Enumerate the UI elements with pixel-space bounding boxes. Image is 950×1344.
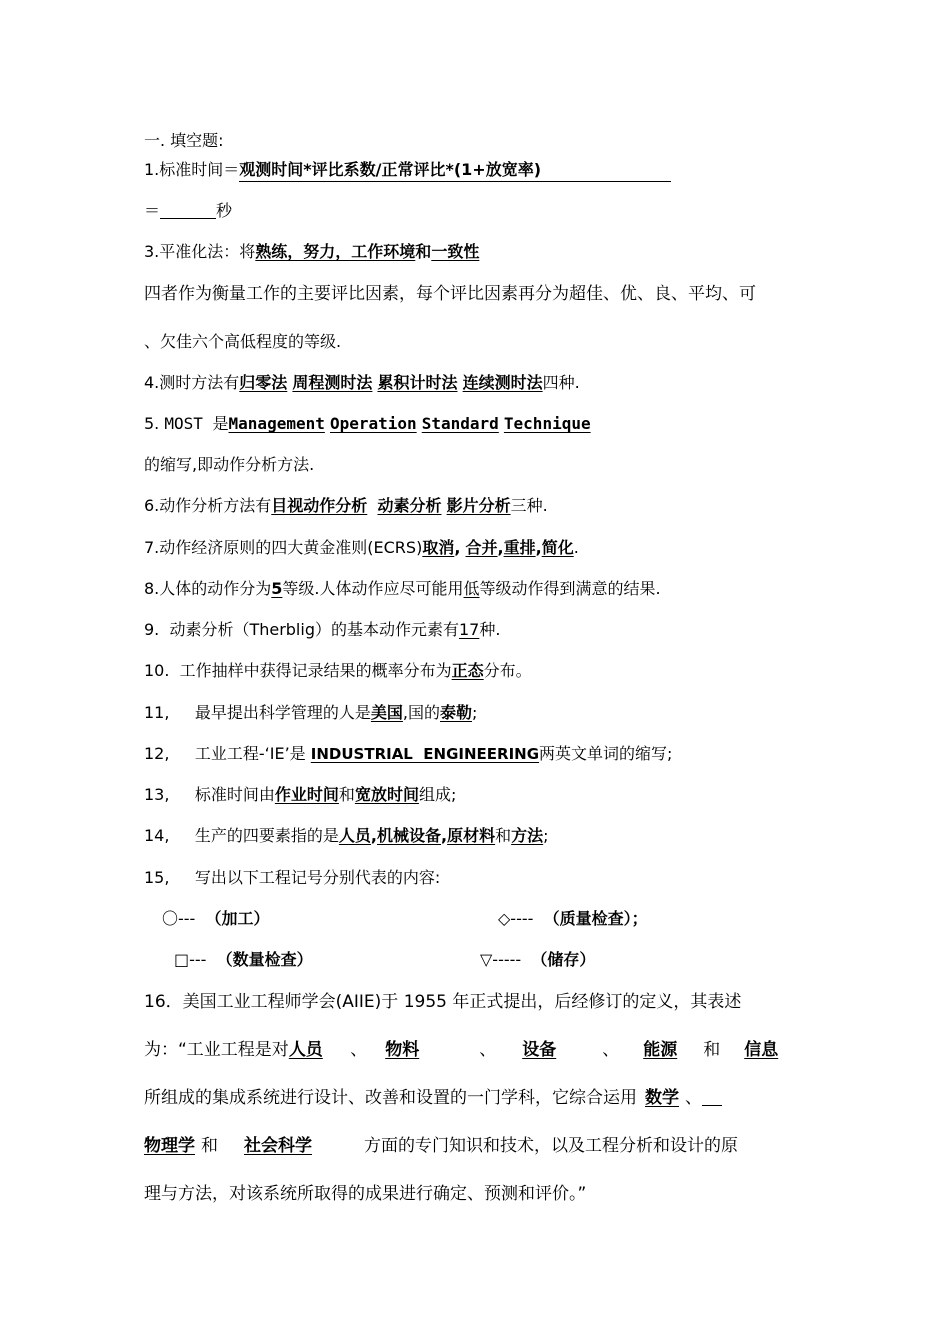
answer-text: 美国 xyxy=(370,703,403,722)
answer-text: 信息 xyxy=(744,1040,779,1060)
q-text: . xyxy=(573,538,579,557)
symbol-storage xyxy=(480,949,595,971)
question-16-line-2 xyxy=(144,1039,778,1061)
question-10 xyxy=(144,660,532,682)
answer-text: 简化 xyxy=(541,538,574,557)
answer-text: 熟练，努力，工作环境 xyxy=(255,242,416,261)
question-16-line-5: 理与方法，对该系统所取得的成果进行确定、预测和评价。” xyxy=(144,1184,587,1204)
answer-blank xyxy=(702,1089,722,1106)
q-text: 标准时间＝ xyxy=(159,160,240,179)
symbol-quantity-inspection xyxy=(174,949,313,971)
question-15 xyxy=(144,867,440,889)
q-text: ; xyxy=(472,703,478,722)
answer-text: 周程测时法 xyxy=(292,373,373,392)
answer-text: Technique xyxy=(503,414,591,433)
question-16-line-3 xyxy=(144,1087,722,1109)
question-3 xyxy=(144,241,479,263)
q-number: 3. xyxy=(144,242,160,261)
answer-text: 取消 xyxy=(422,538,455,557)
q-text: 分布。 xyxy=(483,661,532,680)
answer-text: INDUSTRIAL ENGINEERING xyxy=(310,745,540,763)
q-text: 方面的专门知识和技术，以及工程分析和设计的原 xyxy=(364,1136,738,1156)
answer-text: 宽放时间 xyxy=(354,785,419,804)
q-text: 动作分析方法有 xyxy=(159,496,272,515)
answer-text: 归零法 xyxy=(239,373,288,392)
answer-text: Management xyxy=(228,414,325,433)
answer-text: 连续测时法 xyxy=(462,373,543,392)
circle-icon: 〇--- xyxy=(162,909,196,928)
q-text: 种. xyxy=(479,620,501,639)
question-2 xyxy=(144,200,232,222)
answer-text: （加工） xyxy=(205,909,270,928)
q-text: 、 xyxy=(350,1040,368,1060)
diamond-icon: ◇---- xyxy=(498,909,534,928)
q-text: 和 xyxy=(495,826,512,845)
answer-text: 作业时间 xyxy=(274,785,339,804)
q-text: 秒 xyxy=(216,201,233,220)
q-text: 、 xyxy=(479,1040,497,1060)
question-9 xyxy=(144,619,500,641)
section-title: 一. 填空题: xyxy=(144,131,224,150)
answer-text: 泰勒 xyxy=(440,703,473,722)
question-16-line-1: 16．美国工业工程师学会(AIIE)于 1955 年正式提出，后经修订的定义，其表述 xyxy=(144,992,742,1012)
answer-text: 方法 xyxy=(511,826,544,845)
q-number: 4. xyxy=(144,373,160,392)
q-text: 、 xyxy=(685,1088,702,1108)
question-8 xyxy=(144,578,661,600)
q-text: 所组成的集成系统进行设计、改善和设置的一门学科，它综合运用 xyxy=(144,1088,637,1108)
q-text: 为：“工业工程是对 xyxy=(144,1040,289,1060)
q-text: 工作抽样中获得记录结果的概率分布为 xyxy=(179,661,452,680)
q-number: 7. xyxy=(144,538,160,557)
q-text: 平准化法：将 xyxy=(159,242,256,261)
question-3-line-3: 、欠佳六个高低程度的等级. xyxy=(144,332,342,351)
question-5-line-2: 的缩写,即动作分析方法. xyxy=(144,455,315,474)
q-text: 最早提出科学管理的人是 xyxy=(194,703,371,722)
question-5 xyxy=(144,413,591,435)
symbol-quality-inspection xyxy=(498,908,648,930)
q-number: 11, xyxy=(144,703,170,722)
q-text: 测时方法有 xyxy=(159,373,240,392)
answer-text: 数学 xyxy=(645,1088,679,1108)
answer-text: 原材料 xyxy=(447,826,496,845)
question-4 xyxy=(144,372,580,394)
symbol-processing xyxy=(162,908,270,930)
answer-text: 人员 xyxy=(338,826,371,845)
q-number: 8. xyxy=(144,579,160,598)
answer-blank xyxy=(239,159,671,182)
q-text: 工业工程-‘IE’是 xyxy=(194,744,306,763)
q-text: 人体的动作分为 xyxy=(159,579,272,598)
q-text: ＝ xyxy=(144,201,161,220)
q-text: 标准时间由 xyxy=(194,785,275,804)
q-text: 、 xyxy=(602,1040,620,1060)
answer-text: 物理学 xyxy=(144,1136,195,1156)
q-text: 和 xyxy=(338,785,355,804)
q-text: 动素分析（Therblig）的基本动作元素有 xyxy=(169,620,459,639)
q-number: 6. xyxy=(144,496,160,515)
q-text: 写出以下工程记号分别代表的内容: xyxy=(194,868,441,887)
triangle-down-icon: ▽----- xyxy=(480,950,522,969)
question-11 xyxy=(144,702,477,724)
q-number: 15, xyxy=(144,868,170,887)
answer-text: 物料 xyxy=(385,1040,420,1060)
q-text: 和 xyxy=(201,1136,218,1156)
answer-text: 能源 xyxy=(643,1040,678,1060)
question-13 xyxy=(144,784,456,806)
answer-text: Standard xyxy=(421,414,499,433)
answer-text: （数量检查） xyxy=(216,950,313,969)
question-12 xyxy=(144,743,672,765)
answer-text: 5 xyxy=(271,579,283,598)
q-number: 13, xyxy=(144,785,170,804)
q-text: 动作经济原则的四大黄金准则(ECRS) xyxy=(159,538,423,557)
q-number: 12, xyxy=(144,744,170,763)
answer-text: 合并 xyxy=(465,538,498,557)
q-text: 和 xyxy=(703,1040,721,1060)
answer-text: 一致性 xyxy=(431,242,480,261)
answer-text: （质量检查）； xyxy=(543,909,648,928)
q-number: 14, xyxy=(144,826,170,845)
answer-text: 重排 xyxy=(503,538,536,557)
q-text: 生产的四要素指的是 xyxy=(194,826,339,845)
answer-text: 动素分析 xyxy=(377,496,442,515)
q-number: 5. xyxy=(144,414,160,433)
answer-text: 观测时间*评比系数/正常评比*(1+放宽率) xyxy=(239,160,542,179)
answer-text: Operation xyxy=(329,414,417,433)
square-icon: □--- xyxy=(174,950,207,969)
q-text: 四种. xyxy=(542,373,580,392)
q-text: 两英文单词的缩写; xyxy=(539,744,673,763)
answer-blank xyxy=(160,202,216,219)
question-3-line-2: 四者作为衡量工作的主要评比因素，每个评比因素再分为超佳、优、良、平均、可 xyxy=(144,284,756,304)
question-16-line-4 xyxy=(144,1135,738,1157)
q-number: 10. xyxy=(144,661,170,680)
q-number: 9. xyxy=(144,620,160,639)
answer-text: 影片分析 xyxy=(446,496,511,515)
answer-text: 正态 xyxy=(451,661,484,680)
q-number: 1. xyxy=(144,160,160,179)
q-text: 等级.人体动作应尽可能用 xyxy=(282,579,464,598)
question-14: 14, 生产的四要素指的是人员,机械设备,原材料和方法; xyxy=(144,826,549,845)
answer-text: 机械设备 xyxy=(377,826,442,845)
q-text: ,国的 xyxy=(402,703,441,722)
answer-text: （储存） xyxy=(531,950,596,969)
question-1 xyxy=(144,159,671,182)
answer-text: 17 xyxy=(458,620,480,639)
q-text: 等级动作得到满意的结果. xyxy=(479,579,661,598)
q-text: MOST 是 xyxy=(164,414,229,433)
q-text: ; xyxy=(543,826,549,845)
question-7: 7.动作经济原则的四大黄金准则(ECRS)取消, 合并,重排,简化. xyxy=(144,538,579,557)
answer-text: 低 xyxy=(463,579,480,598)
answer-text: 设备 xyxy=(522,1040,557,1060)
q-text: 三种. xyxy=(510,496,548,515)
answer-text: 人员 xyxy=(288,1040,323,1060)
q-text: 和 xyxy=(415,242,432,261)
answer-text: 目视动作分析 xyxy=(271,496,368,515)
answer-text: 社会科学 xyxy=(244,1136,312,1156)
answer-text: 累积计时法 xyxy=(377,373,458,392)
question-6 xyxy=(144,495,548,517)
q-text: 组成; xyxy=(418,785,457,804)
